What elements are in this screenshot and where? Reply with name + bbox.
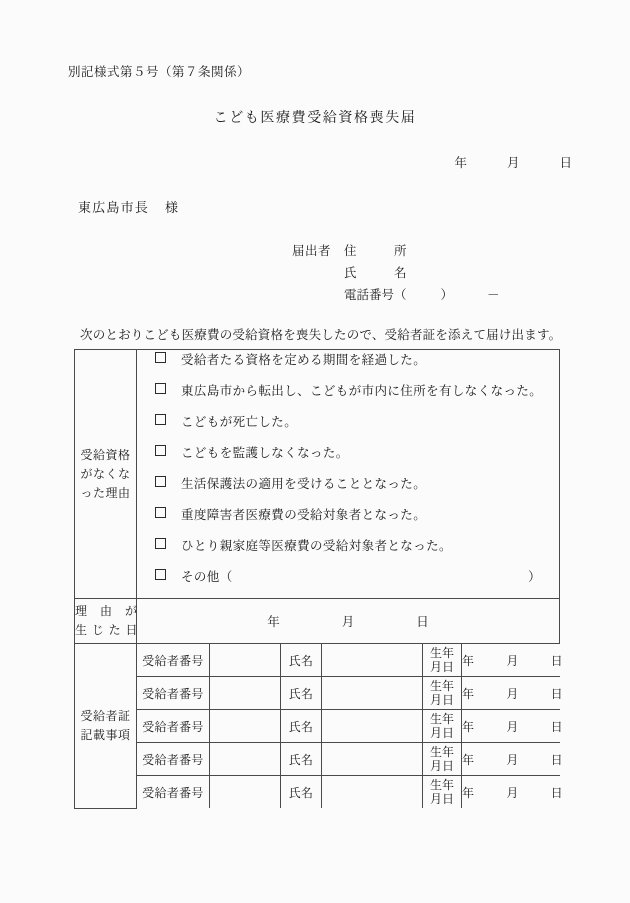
dob-year-label: 年 xyxy=(462,686,475,701)
recipient-name-label: 氏名 xyxy=(281,743,322,776)
reasons-label-line-3: った理由 xyxy=(80,485,131,500)
submitter-address-row xyxy=(292,240,500,262)
recipient-name-label: 氏名 xyxy=(281,710,322,743)
date-year-label: 年 xyxy=(454,155,467,170)
recipient-name-label: 氏名 xyxy=(281,677,322,710)
checkbox-icon[interactable] xyxy=(155,352,166,363)
other-label: その他（ xyxy=(181,569,233,584)
dob-label xyxy=(423,644,462,677)
dob-label xyxy=(423,677,462,710)
checkbox-icon[interactable] xyxy=(155,383,166,394)
reason-checkbox-item[interactable] xyxy=(137,443,559,474)
recipient-number-label: 受給者番号 xyxy=(137,677,210,710)
checkbox-icon[interactable] xyxy=(155,507,166,518)
reason-checkbox-item[interactable] xyxy=(137,474,559,505)
certificate-label-line-2: 記載事項 xyxy=(80,727,131,742)
dob-month-label: 月 xyxy=(506,752,519,767)
certificate-label-line-1: 受給者証 xyxy=(80,708,131,723)
date-day-label: 日 xyxy=(559,155,572,170)
reasons-row xyxy=(75,350,560,599)
reason-label: こどもが死亡した。 xyxy=(181,414,298,429)
form-code: 別記様式第５号（第７条関係） xyxy=(68,64,251,79)
reason-date-month-label: 月 xyxy=(341,614,355,629)
certificate-row xyxy=(75,644,560,809)
submitter-phone-label: 電話番号 xyxy=(344,287,395,302)
dob-label-line-2: 月日 xyxy=(429,759,454,773)
submitter-phone-row xyxy=(292,284,500,306)
reason-date-day-label: 日 xyxy=(416,614,429,629)
dob-label-line-2: 月日 xyxy=(429,693,454,707)
submitter-lead-label: 届出者 xyxy=(292,243,332,258)
submitter-block xyxy=(292,240,500,306)
addressee-honorific: 様 xyxy=(165,201,180,216)
recipient-name-label: 氏名 xyxy=(281,644,322,677)
dob-field[interactable] xyxy=(462,710,563,743)
recipient-name-field[interactable] xyxy=(322,644,423,677)
other-close-paren: ） xyxy=(528,569,541,584)
dob-year-label: 年 xyxy=(462,752,475,767)
dob-day-label: 日 xyxy=(550,752,563,767)
reasons-label-cell xyxy=(75,350,137,599)
recipient-number-field[interactable] xyxy=(210,776,281,809)
dob-field[interactable] xyxy=(462,776,563,809)
dob-year-label: 年 xyxy=(462,719,475,734)
dob-month-label: 月 xyxy=(506,719,519,734)
intro-statement: 次のとおりこども医療費の受給資格を喪失したので、受給者証を添えて届け出ます。 xyxy=(80,327,562,342)
recipient-number-field[interactable] xyxy=(210,743,281,776)
reason-label: 生活保護法の適用を受けることとなった。 xyxy=(181,476,427,491)
recipient-number-label: 受給者番号 xyxy=(137,644,210,677)
reason-label: 東広島市から転出し、こどもが市内に住所を有しなくなった。 xyxy=(181,383,543,398)
recipient-number-label: 受給者番号 xyxy=(137,710,210,743)
recipient-name-label: 氏名 xyxy=(281,776,322,809)
dob-field[interactable] xyxy=(462,743,563,776)
reason-date-label-line-1: 理 由 が xyxy=(75,604,138,618)
dob-year-label: 年 xyxy=(462,785,475,800)
dob-day-label: 日 xyxy=(550,686,563,701)
checkbox-icon[interactable] xyxy=(155,476,166,487)
addressee-name: 東広島市長 xyxy=(78,201,150,216)
dob-month-label: 月 xyxy=(506,686,519,701)
submitter-address-label: 住 所 xyxy=(344,243,407,258)
recipient-name-field[interactable] xyxy=(322,743,423,776)
submission-date-line xyxy=(0,153,572,171)
dob-day-label: 日 xyxy=(550,785,563,800)
recipient-name-field[interactable] xyxy=(322,677,423,710)
reason-checkbox-item[interactable] xyxy=(137,536,559,567)
reason-label: こどもを監護しなくなった。 xyxy=(181,445,349,460)
certificate-rows-cell xyxy=(137,644,563,809)
reason-label: ひとり親家庭等医療費の受給対象者となった。 xyxy=(181,538,452,553)
recipient-number-field[interactable] xyxy=(210,644,281,677)
dob-label-line-1: 生年 xyxy=(429,712,454,726)
reason-date-value-cell[interactable] xyxy=(137,599,560,644)
reason-date-label-cell xyxy=(75,599,137,644)
reason-date-label-line-2: 生 じ た 日 xyxy=(75,623,138,637)
table-row xyxy=(137,710,560,743)
reason-label-other xyxy=(181,567,559,585)
recipient-number-field[interactable] xyxy=(210,677,281,710)
dob-label xyxy=(423,710,462,743)
recipient-name-field[interactable] xyxy=(322,710,423,743)
table-row xyxy=(137,776,560,809)
checkbox-icon[interactable] xyxy=(155,445,166,456)
reason-checkbox-item[interactable] xyxy=(137,412,559,443)
dob-label-line-1: 生年 xyxy=(429,679,454,693)
dob-label xyxy=(423,776,462,809)
dob-day-label: 日 xyxy=(550,719,563,734)
phone-dash: － xyxy=(487,287,500,302)
dob-label-line-1: 生年 xyxy=(429,745,454,759)
reasons-label-line-1: 受給資格 xyxy=(80,447,131,462)
dob-label xyxy=(423,743,462,776)
table-row xyxy=(137,644,560,677)
dob-label-line-2: 月日 xyxy=(429,660,454,674)
reason-checkbox-item[interactable] xyxy=(137,505,559,536)
submitter-name-row xyxy=(292,262,500,284)
certificate-label-cell xyxy=(75,644,137,809)
reason-date-year-label: 年 xyxy=(267,614,280,629)
submitter-name-label: 氏 名 xyxy=(344,265,407,280)
dob-field[interactable] xyxy=(462,677,563,710)
dob-label-line-2: 月日 xyxy=(429,726,454,740)
reason-date-row xyxy=(75,599,560,644)
reasons-label-line-2: がなくな xyxy=(80,466,131,481)
checkbox-icon[interactable] xyxy=(155,414,166,425)
dob-month-label: 月 xyxy=(506,653,519,668)
addressee xyxy=(78,197,179,216)
reason-label: 重度障害者医療費の受給対象者となった。 xyxy=(181,507,427,522)
recipient-name-field[interactable] xyxy=(322,776,423,809)
dob-day-label: 日 xyxy=(550,653,563,668)
dob-month-label: 月 xyxy=(506,785,519,800)
recipient-number-label: 受給者番号 xyxy=(137,776,210,809)
dob-field[interactable] xyxy=(462,644,563,677)
table-row xyxy=(137,677,560,710)
page-title: こども医療費受給資格喪失届 xyxy=(213,110,417,126)
reason-checkbox-item-other[interactable] xyxy=(137,567,559,598)
form-table xyxy=(74,349,563,809)
dob-year-label: 年 xyxy=(462,653,475,668)
certificate-table xyxy=(137,644,563,808)
checkbox-icon[interactable] xyxy=(155,538,166,549)
dob-label-line-1: 生年 xyxy=(429,646,454,660)
reasons-list-cell xyxy=(137,350,560,599)
reason-label: 受給者たる資格を定める期間を経過した。 xyxy=(181,352,427,367)
reason-checkbox-item[interactable] xyxy=(137,381,559,412)
checkbox-icon[interactable] xyxy=(155,569,166,580)
date-month-label: 月 xyxy=(506,155,520,170)
dob-label-line-1: 生年 xyxy=(429,778,454,792)
recipient-number-label: 受給者番号 xyxy=(137,743,210,776)
phone-open-paren: （ xyxy=(394,287,407,302)
dob-label-line-2: 月日 xyxy=(429,792,454,806)
reason-checkbox-item[interactable] xyxy=(137,350,559,381)
recipient-number-field[interactable] xyxy=(210,710,281,743)
phone-close-paren: ） xyxy=(440,287,454,302)
table-row xyxy=(137,743,560,776)
